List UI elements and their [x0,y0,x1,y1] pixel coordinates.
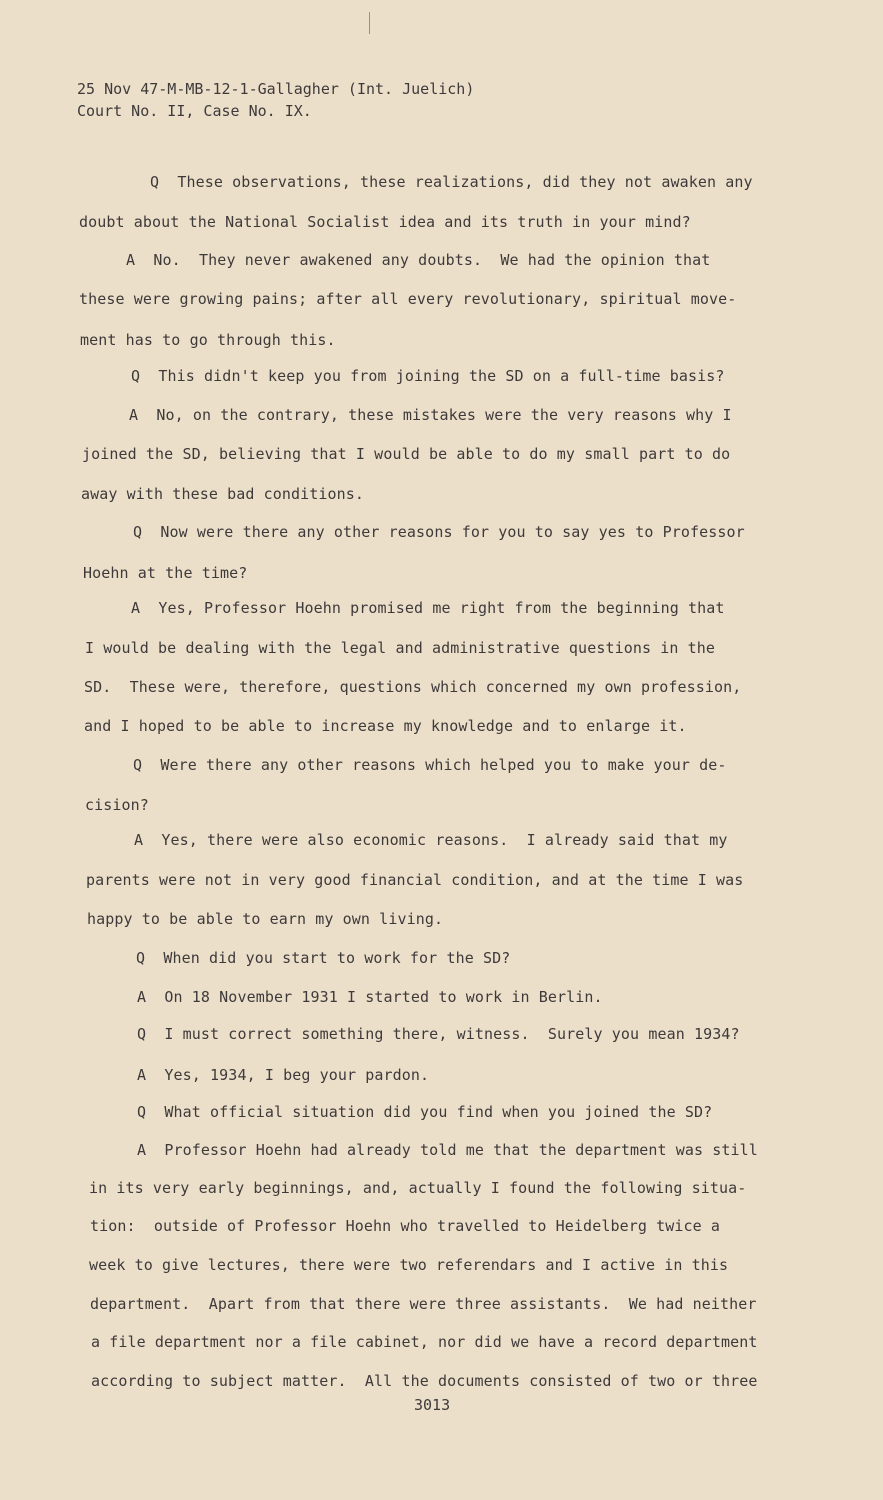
text-line: Q When did you start to work for the SD? [136,949,511,967]
text-line: according to subject matter. All the documents consisted of two or three [91,1372,758,1390]
text-line: in its very early beginnings, and, actually I found the following situa- [89,1179,747,1197]
text-line: Q Now were there any other reasons for you to say yes to Professor [133,523,745,541]
header-line-1: 25 Nov 47-M-MB-12-1-Gallagher (Int. Juelich) [77,80,475,98]
text-line: cision? [85,796,149,814]
text-line: A No, on the contrary, these mistakes were the very reasons why I [129,406,732,424]
text-line: these were growing pains; after all every revolutionary, spiritual move- [79,290,737,308]
text-line: Q I must correct something there, witness. Surely you mean 1934? [137,1025,740,1043]
text-line: parents were not in very good financial condition, and at the time I was [86,871,744,889]
text-line: week to give lectures, there were two referendars and I active in this [89,1256,729,1274]
text-line: A Professor Hoehn had already told me that the department was still [137,1141,758,1159]
text-line: A Yes, Professor Hoehn promised me right from the beginning that [131,599,725,617]
text-line: ment has to go through this. [80,331,336,349]
margin-mark [369,12,370,34]
text-line: Hoehn at the time? [83,564,248,582]
text-line: I would be dealing with the legal and administrative questions in the [85,639,716,657]
text-line: A No. They never awakened any doubts. We had the opinion that [126,251,711,269]
page-number: 3013 [414,1396,451,1414]
text-line: Q What official situation did you find when you joined the SD? [137,1103,713,1121]
text-line: joined the SD, believing that I would be able to do my small part to do [82,445,731,463]
text-line: SD. These were, therefore, questions which concerned my own profession, [84,678,742,696]
text-line: happy to be able to earn my own living. [87,910,444,928]
text-line: A Yes, 1934, I beg your pardon. [137,1066,430,1084]
document-header [77,78,474,122]
text-line: and I hoped to be able to increase my knowledge and to enlarge it. [84,717,687,735]
text-line: Q Were there any other reasons which helped you to make your de- [133,756,727,774]
text-line: Q These observations, these realizations, did they not awaken any [150,173,753,191]
text-line: tion: outside of Professor Hoehn who travelled to Heidelberg twice a [90,1217,721,1235]
text-line: A On 18 November 1931 I started to work in Berlin. [137,988,603,1006]
text-line: away with these bad conditions. [81,485,365,503]
text-line: department. Apart from that there were three assistants. We had neither [90,1295,757,1313]
text-line: a file department nor a file cabinet, nor did we have a record department [91,1333,758,1351]
text-line: A Yes, there were also economic reasons. I already said that my [134,831,728,849]
text-line: doubt about the National Socialist idea and its truth in your mind? [79,213,691,231]
text-line: Q This didn't keep you from joining the SD on a full-time basis? [131,367,725,385]
header-line-2: Court No. II, Case No. IX. [77,102,312,120]
